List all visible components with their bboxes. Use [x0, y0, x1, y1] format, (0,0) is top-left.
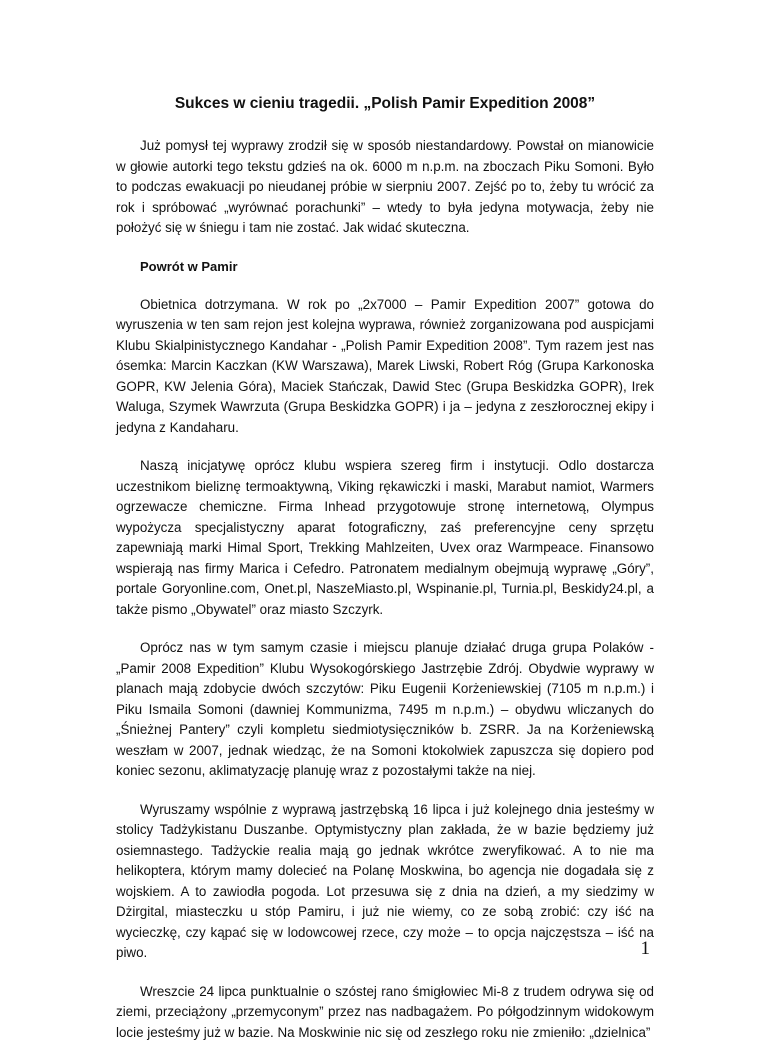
- paragraph-helicopter: Wreszcie 24 lipca punktualnie o szóstej rano śmigłowiec Mi-8 z trudem odrywa się od ziemi, przeciążony „przemyconym” przez nas nadbagażem. Po półgodzinnym widokowym locie jesteśmy już w bazie. Na Moskwinie nic się od zeszłego roku nie zmieniło: „dzielnica”: [116, 983, 654, 1040]
- document-title: Sukces w cieniu tragedii. „Polish Pamir Expedition 2008”: [174, 95, 596, 112]
- paragraph-team: Obietnica dotrzymana. W rok po „2x7000 – Pamir Expedition 2007” gotowa do wyruszenia w ten sam rejon jest kolejna wyprawa, również zorganizowana pod auspicjami Klubu Skialpinistycznego Kandahar - „Polish Pamir Expedition 2008”. Tym razem jest nas ósemka: Marcin Kaczkan (KW Warszawa), Marek Liwski, Robert Róg (Grupa Karkonoska GOPR, KW Jelenia Góra), Maciek Stańczak, Dawid Stec (Grupa Beskidzka GOPR), Irek Waluga, Szymek Wawrzuta (Grupa Beskidzka GOPR) i ja – jedyna z zeszłorocznej ekipy i jedyna z Kandaharu.: [116, 296, 654, 435]
- paragraph-intro: Już pomysł tej wyprawy zrodził się w sposób niestandardowy. Powstał on mianowicie w głowie autorki tego tekstu gdzieś na ok. 6000 m n.p.m. na zboczach Piku Somoni. Było to podczas ewakuacji po nieudanej próbie w sierpniu 2007. Zejść po to, żeby tu wrócić za rok i spróbować „wyrównać porachunki” – wtedy to była jedyna motywacja, żeby nie położyć się w śniegu i tam nie zostać. Jak widać skuteczna.: [116, 138, 654, 235]
- page-number: 1: [640, 938, 650, 959]
- paragraph-sponsors: Naszą inicjatywę oprócz klubu wspiera szereg firm i instytucji. Odlo dostarcza uczestnikom bieliznę termoaktywną, Viking rękawiczki i maski, Marabut namiot, Warmers ogrzewacze chemiczne. Firma Inhead przygotowuje stronę internetową, Olympus wypożycza specjalistyczny aparat fotograficzny, zaś preferencyjne ceny sprzętu zapewniają marki Himal Sport, Trekking Mahlzeiten, Uvex oraz Warmpeace. Finansowo wspierają nas firmy Marica i Cefedro. Patronatem medialnym obejmują wyprawę „Góry”, portale Goryonline.com, Onet.pl, NaszeMiasto.pl, Wspinanie.pl, Turnia.pl, Beskidy24.pl, a także pismo „Obywatel” oraz miasto Szczyrk.: [116, 458, 654, 617]
- paragraph-departure: Wyruszamy wspólnie z wyprawą jastrzębską 16 lipca i już kolejnego dnia jesteśmy w stolicy Tadżykistanu Duszanbe. Optymistyczny plan zakłada, że w bazie będziemy już osiemnastego. Tadżyckie realia mają go jednak wkrótce zweryfikować. A to nie ma helikoptera, którym mamy dolecieć na Polanę Moskwina, bo agencja nie dogadała się z wojskiem. A to zawiodła pogoda. Lot przesuwa się z dnia na dzień, a my siedzimy w Dżirgital, miasteczku u stóp Pamiru, i już nie wiemy, co ze sobą zrobić: czy iść na wycieczkę, czy kąpać się w lodowcowej rzece, czy może – to opcja najczęstsza – iść na piwo.: [116, 801, 654, 960]
- section-heading-powrot-w-pamir: Powrót w Pamir: [140, 258, 238, 274]
- paragraph-second-group: Oprócz nas w tym samym czasie i miejscu planuje działać druga grupa Polaków - „Pamir 2008 Expedition” Klubu Wysokogórskiego Jastrzębie Zdrój. Obydwie wyprawy w planach mają zdobycie dwóch szczytów: Piku Eugenii Korżeniewskiej (7105 m n.p.m.) i Piku Ismaila Somoni (dawniej Kommunizma, 7495 m n.p.m.) – obydwu wliczanych do „Śnieżnej Pantery” czyli kompletu siedmiotysięczników b. ZSRR. Ja na Korżeniewską weszłam w 2007, jednak wiedząc, że na Somoni ktokolwiek zapuszcza się dopiero pod koniec sezonu, aklimatyzację planuję wraz z pozostałymi także na niej.: [116, 640, 654, 778]
- document-body: [116, 94, 654, 1061]
